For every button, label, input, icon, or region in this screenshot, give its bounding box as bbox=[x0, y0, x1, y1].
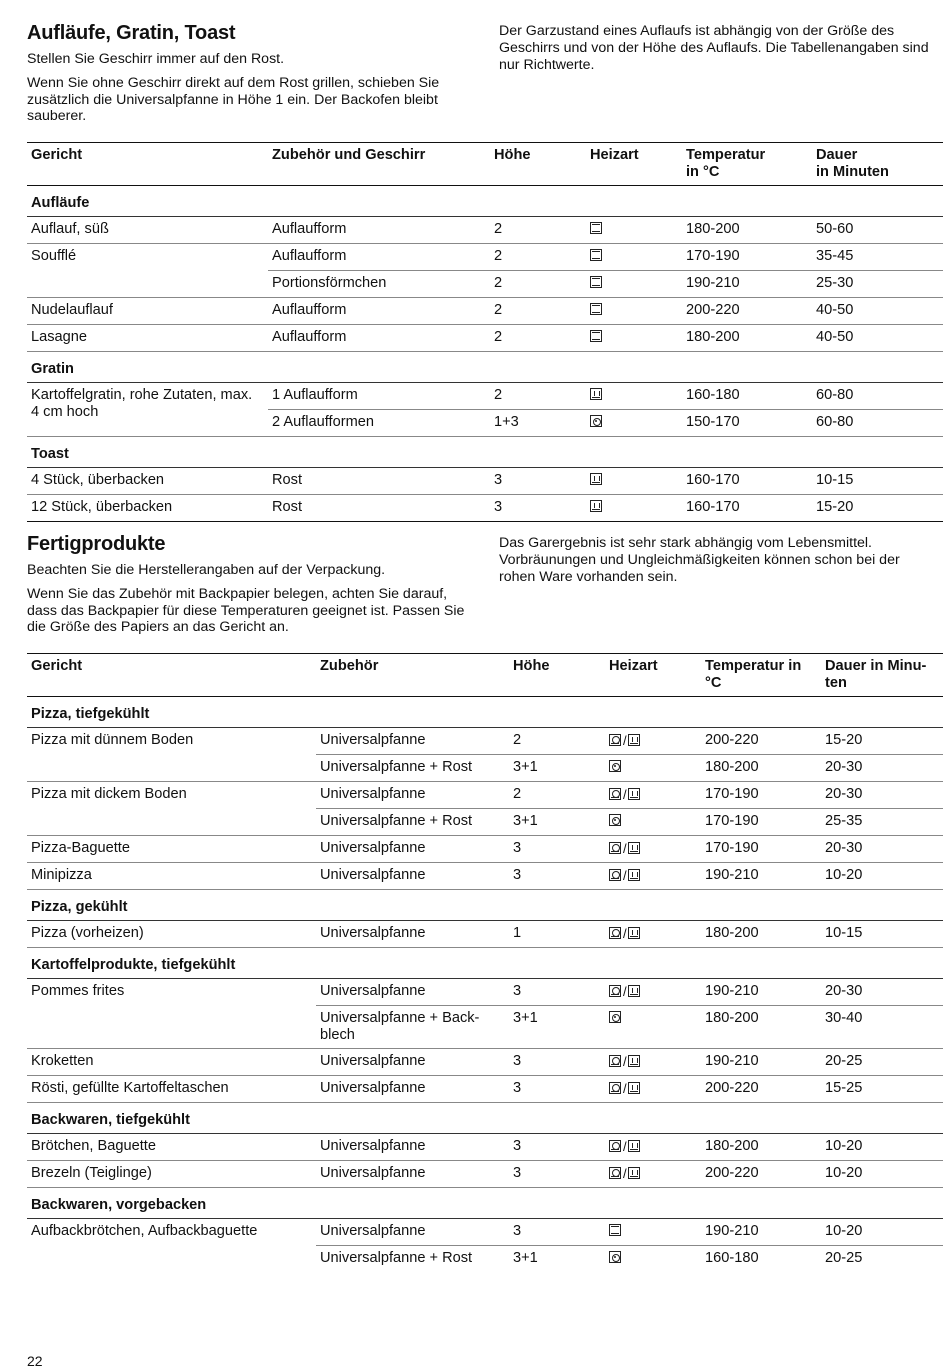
header-level: Höhe bbox=[509, 654, 605, 697]
table-row: Pizza (vorheizen) Universalpfanne 1 / 180-200 10-15 bbox=[27, 921, 943, 948]
intro-paragraph: Stellen Sie Geschirr immer auf den Rost. bbox=[27, 51, 285, 67]
hot-air-grill-icon bbox=[628, 1055, 640, 1067]
top-bottom-heat-icon bbox=[590, 276, 602, 288]
hot-air-grill-icon bbox=[590, 473, 602, 485]
table-row: Minipizza Universalpfanne 3 / 190-210 10-20 bbox=[27, 863, 943, 890]
table-fertigprodukte bbox=[27, 653, 943, 1272]
category-row: Toast bbox=[27, 437, 943, 468]
table-row: Pizza mit dünnem Boden Universalpfanne 2 / 200-220 15-20 bbox=[27, 728, 943, 755]
hot-air-grill-icon bbox=[628, 927, 640, 939]
table-row: Soufflé Auflaufform 2 170-190 35-45 bbox=[27, 244, 943, 271]
hot-air-grill-icon bbox=[628, 1082, 640, 1094]
category-row: Backwaren, vorgebacken bbox=[27, 1188, 943, 1219]
category-row: Gratin bbox=[27, 352, 943, 383]
pizza-setting-icon bbox=[609, 985, 621, 997]
table-auflaeufe bbox=[27, 142, 943, 522]
table-row: Lasagne Auflaufform 2 180-200 40-50 bbox=[27, 325, 943, 352]
top-bottom-heat-icon bbox=[590, 303, 602, 315]
table-header-row bbox=[27, 143, 943, 186]
table-row: Pizza-Baguette Universalpfanne 3 / 170-190 20-30 bbox=[27, 836, 943, 863]
table-row: Kroketten Universalpfanne 3 / 190-210 20-25 bbox=[27, 1049, 943, 1076]
header-dish: Gericht bbox=[27, 143, 268, 186]
pizza-setting-icon bbox=[609, 1082, 621, 1094]
hot-air-icon bbox=[609, 1011, 621, 1023]
table-row: Universalpfanne + Back- blech 3+1 180-200 30-40 bbox=[27, 1006, 943, 1049]
page-number: 22 bbox=[27, 1353, 43, 1369]
table-row: Universalpfanne + Rost 3+1 170-190 25-35 bbox=[27, 809, 943, 836]
hot-air-grill-icon bbox=[628, 1140, 640, 1152]
intro-paragraph: Beachten Sie die Herstellerangaben auf der Verpackung. bbox=[27, 562, 386, 578]
table-row: Rösti, gefüllte Kartoffeltaschen Universalpfanne 3 / 200-220 15-25 bbox=[27, 1076, 943, 1103]
table-row: 2 Auflaufformen 1+3 150-170 60-80 bbox=[27, 410, 943, 437]
hot-air-grill-icon bbox=[628, 734, 640, 746]
pizza-setting-icon bbox=[609, 734, 621, 746]
pizza-setting-icon bbox=[609, 869, 621, 881]
top-bottom-heat-icon bbox=[590, 222, 602, 234]
table-row: Kartoffelgratin, rohe Zutaten, max. 4 cm hoch 1 Auflaufform 2 160-180 60-80 bbox=[27, 383, 943, 410]
top-bottom-heat-icon bbox=[590, 249, 602, 261]
section-title-auflaeufe: Aufläufe, Gratin, Toast bbox=[27, 22, 236, 44]
category-row: Pizza, tiefgekühlt bbox=[27, 697, 943, 728]
header-dish: Gericht bbox=[27, 654, 316, 697]
hot-air-icon bbox=[609, 814, 621, 826]
pizza-setting-icon bbox=[609, 927, 621, 939]
intro-left-1 bbox=[27, 51, 475, 132]
pizza-setting-icon bbox=[609, 842, 621, 854]
intro-right-2 bbox=[499, 535, 939, 592]
pizza-setting-icon bbox=[609, 788, 621, 800]
hot-air-grill-icon bbox=[590, 388, 602, 400]
table-header-row bbox=[27, 654, 943, 697]
table-row: Auflauf, süß Auflaufform 2 180-200 50-60 bbox=[27, 217, 943, 244]
intro-paragraph: Wenn Sie ohne Geschirr direkt auf dem Rost grillen, schieben Sie zusätzlich die Universalpfanne in Höhe 1 ein. Der Backofen bleibt sauberer. bbox=[27, 74, 440, 125]
header-duration: Dauer in Minu- ten bbox=[821, 654, 943, 697]
pizza-setting-icon bbox=[609, 1055, 621, 1067]
table-row: Pommes frites Universalpfanne 3 / 190-210 20-30 bbox=[27, 979, 943, 1006]
hot-air-icon bbox=[590, 415, 602, 427]
intro-paragraph: Das Garergebnis ist sehr stark abhängig vom Lebensmittel. Vorbräunungen und Ungleichmäßigkeiten können schon bei der rohen Ware vorhanden sein. bbox=[499, 535, 900, 585]
table-row: 12 Stück, überbacken Rost 3 160-170 15-20 bbox=[27, 495, 943, 522]
hot-air-grill-icon bbox=[628, 788, 640, 800]
hot-air-grill-icon bbox=[628, 869, 640, 881]
category-row: Aufläufe bbox=[27, 186, 943, 217]
header-accessory: Zubehör bbox=[316, 654, 509, 697]
hot-air-grill-icon bbox=[590, 500, 602, 512]
category-row: Pizza, gekühlt bbox=[27, 890, 943, 921]
header-level: Höhe bbox=[490, 143, 586, 186]
intro-left-2 bbox=[27, 562, 475, 643]
table-row: Brötchen, Baguette Universalpfanne 3 / 180-200 10-20 bbox=[27, 1134, 943, 1161]
table-row: Brezeln (Teiglinge) Universalpfanne 3 / 200-220 10-20 bbox=[27, 1161, 943, 1188]
pizza-setting-icon bbox=[609, 1140, 621, 1152]
header-duration: Dauer in Minuten bbox=[812, 143, 943, 186]
header-mode: Heizart bbox=[586, 143, 682, 186]
table-row: Portionsförmchen 2 190-210 25-30 bbox=[27, 271, 943, 298]
intro-paragraph: Der Garzustand eines Auflaufs ist abhängig von der Größe des Geschirrs und von der Höhe des Auflaufs. Die Tabellenangaben sind nur Richtwerte. bbox=[499, 23, 929, 73]
top-bottom-heat-icon bbox=[609, 1224, 621, 1236]
table-row: Universalpfanne + Rost 3+1 180-200 20-30 bbox=[27, 755, 943, 782]
category-row: Kartoffelprodukte, tiefgekühlt bbox=[27, 948, 943, 979]
top-bottom-heat-icon bbox=[590, 330, 602, 342]
table-row: Universalpfanne + Rost 3+1 160-180 20-25 bbox=[320, 1250, 863, 1266]
hot-air-grill-icon bbox=[628, 842, 640, 854]
hot-air-grill-icon bbox=[628, 1167, 640, 1179]
hot-air-icon bbox=[609, 1251, 621, 1263]
table-row: 4 Stück, überbacken Rost 3 160-170 10-15 bbox=[27, 468, 943, 495]
intro-paragraph: Wenn Sie das Zubehör mit Backpapier belegen, achten Sie darauf, dass das Backpapier für diese Temperaturen geeignet ist. Passen Sie die Größe des Papiers an das Gericht an. bbox=[27, 585, 465, 636]
header-mode: Heizart bbox=[605, 654, 701, 697]
intro-right-1 bbox=[499, 23, 939, 80]
table-row: Nudelauflauf Auflaufform 2 200-220 40-50 bbox=[27, 298, 943, 325]
header-temp: Temperatur in °C bbox=[682, 143, 812, 186]
table-row: Aufbackbrötchen, Aufbackbaguette Universalpfanne 3 190-210 10-20 bbox=[27, 1219, 943, 1246]
pizza-setting-icon bbox=[609, 1167, 621, 1179]
table-row: Pizza mit dickem Boden Universalpfanne 2 / 170-190 20-30 bbox=[27, 782, 943, 809]
header-accessory: Zubehör und Geschirr bbox=[268, 143, 490, 186]
category-row: Backwaren, tiefgekühlt bbox=[27, 1103, 943, 1134]
hot-air-icon bbox=[609, 760, 621, 772]
header-temp: Temperatur in °C bbox=[701, 654, 821, 697]
section-title-fertigprodukte: Fertigprodukte bbox=[27, 533, 166, 555]
hot-air-grill-icon bbox=[628, 985, 640, 997]
